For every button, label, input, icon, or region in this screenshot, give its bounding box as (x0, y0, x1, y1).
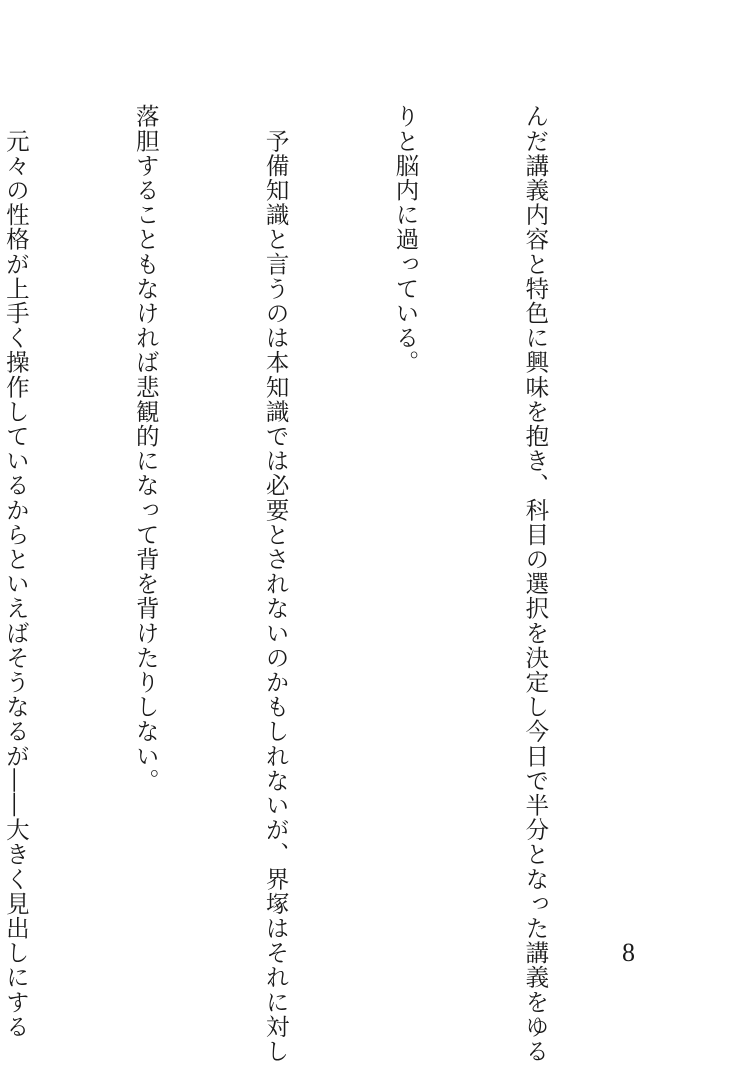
text-line: 予備知識と言うのは本知識では必要とされないのかもしれないが、界塚はそれに対し (261, 104, 290, 1064)
text-line: んだ講義内容と特色に興味を抱き、科目の選択を決定し今日で半分となった講義をゆる (521, 104, 550, 1064)
vertical-text-body (0, 104, 643, 1064)
text-line: 元々の性格が上手く操作しているからといえばそうなるが――大きく見出しにする (1, 104, 30, 1039)
text-line: 落胆することもなければ悲観的になって背を背けたりしない。 (131, 104, 160, 793)
text-line: りと脳内に過っている。 (391, 104, 420, 375)
page-number: 8 (622, 938, 635, 967)
